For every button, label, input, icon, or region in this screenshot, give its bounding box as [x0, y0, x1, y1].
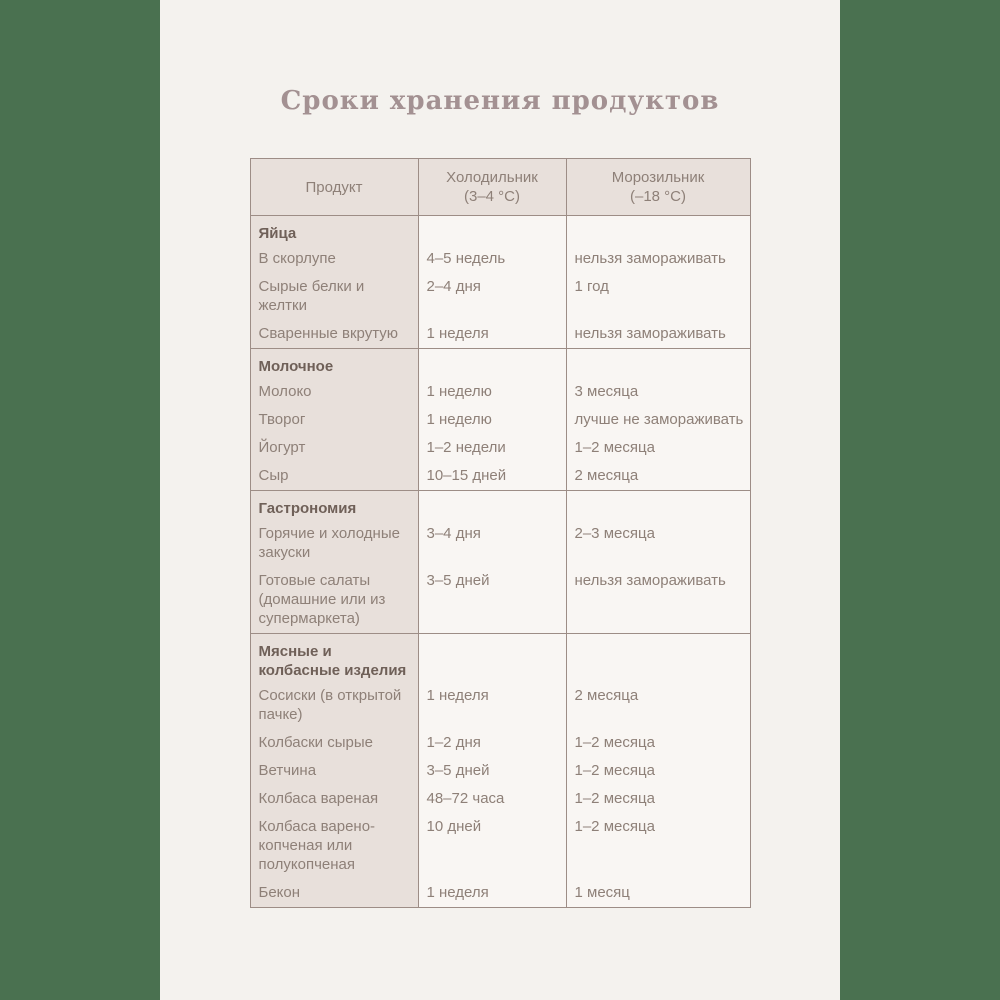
table-row: [250, 378, 750, 406]
fridge-cell: 1 неделя: [418, 682, 566, 729]
section-header-row: [250, 216, 750, 246]
fridge-cell-empty: [418, 634, 566, 683]
fridge-cell: 3–5 дней: [418, 757, 566, 785]
product-cell: Горячие и холодные закуски: [250, 520, 418, 567]
freezer-cell-empty: [566, 216, 750, 246]
table-header: [250, 159, 750, 216]
table-row: [250, 757, 750, 785]
product-cell: Ветчина: [250, 757, 418, 785]
section-header-row: [250, 491, 750, 521]
fridge-cell: 10 дней: [418, 813, 566, 879]
section-header-row: [250, 349, 750, 379]
header-row: [250, 159, 750, 216]
table-row: [250, 406, 750, 434]
freezer-cell: лучше не замораживать: [566, 406, 750, 434]
freezer-cell: 1 месяц: [566, 879, 750, 908]
table-row: [250, 462, 750, 491]
fridge-cell: 48–72 часа: [418, 785, 566, 813]
freezer-cell: 1–2 месяца: [566, 813, 750, 879]
table-body: [250, 216, 750, 908]
freezer-cell: нельзя замораживать: [566, 320, 750, 349]
freezer-cell-empty: [566, 349, 750, 379]
product-cell: Йогурт: [250, 434, 418, 462]
fridge-cell-empty: [418, 491, 566, 521]
table-row: [250, 729, 750, 757]
fridge-cell: 1–2 недели: [418, 434, 566, 462]
product-cell: Сосиски (в открытой пачке): [250, 682, 418, 729]
header-fridge-temp: (3–4 °C): [463, 188, 520, 205]
product-cell: Сыр: [250, 462, 418, 491]
table-row: [250, 434, 750, 462]
section-title-cell: Гастрономия: [250, 491, 418, 521]
table-row: [250, 320, 750, 349]
freezer-cell: нельзя замораживать: [566, 245, 750, 273]
freezer-cell: 1–2 месяца: [566, 785, 750, 813]
page: [160, 0, 840, 1000]
fridge-cell: 2–4 дня: [418, 273, 566, 320]
freezer-cell: 2 месяца: [566, 682, 750, 729]
fridge-cell: 1 неделя: [418, 320, 566, 349]
table-row: [250, 785, 750, 813]
section-title-cell: Мясные и колбасные изделия: [250, 634, 418, 683]
freezer-cell: нельзя замораживать: [566, 567, 750, 634]
freezer-cell: 1–2 месяца: [566, 729, 750, 757]
table-row: [250, 567, 750, 634]
freezer-cell: 2 месяца: [566, 462, 750, 491]
header-freezer-label: Морозильник: [611, 169, 705, 186]
table-row: [250, 520, 750, 567]
product-cell: Молоко: [250, 378, 418, 406]
product-cell: Колбаса вареная: [250, 785, 418, 813]
freezer-cell: 1–2 месяца: [566, 757, 750, 785]
section-title-cell: Молочное: [250, 349, 418, 379]
product-cell: Бекон: [250, 879, 418, 908]
page-title: Сроки хранения продуктов: [280, 86, 720, 116]
product-cell: Колбаски сырые: [250, 729, 418, 757]
table-row: [250, 879, 750, 908]
product-cell: Готовые салаты (домашние или из супермаркета): [250, 567, 418, 634]
table-row: [250, 682, 750, 729]
header-freezer-temp: (–18 °C): [629, 188, 686, 205]
product-cell: Колбаса варено-копченая или полукопченая: [250, 813, 418, 879]
fridge-cell: 10–15 дней: [418, 462, 566, 491]
header-cell-freezer: [566, 159, 750, 216]
storage-table: [250, 158, 751, 908]
fridge-cell: 1 неделю: [418, 406, 566, 434]
fridge-cell-empty: [418, 216, 566, 246]
freezer-cell-empty: [566, 634, 750, 683]
table-row: [250, 273, 750, 320]
freezer-cell: 3 месяца: [566, 378, 750, 406]
fridge-cell: 1 неделю: [418, 378, 566, 406]
product-cell: В скорлупе: [250, 245, 418, 273]
fridge-cell: 1–2 дня: [418, 729, 566, 757]
freezer-cell-empty: [566, 491, 750, 521]
table-row: [250, 813, 750, 879]
fridge-cell: 1 неделя: [418, 879, 566, 908]
section-title-cell: Яйца: [250, 216, 418, 246]
header-product-label: Продукт: [305, 178, 363, 196]
fridge-cell: 4–5 недель: [418, 245, 566, 273]
fridge-cell: 3–5 дней: [418, 567, 566, 634]
section-header-row: [250, 634, 750, 683]
product-cell: Сваренные вкрутую: [250, 320, 418, 349]
fridge-cell: 3–4 дня: [418, 520, 566, 567]
header-cell-fridge: [418, 159, 566, 216]
header-fridge-label: Холодильник: [446, 169, 538, 186]
product-cell: Творог: [250, 406, 418, 434]
header-cell-product: [250, 159, 418, 216]
freezer-cell: 2–3 месяца: [566, 520, 750, 567]
product-cell: Сырые белки и желтки: [250, 273, 418, 320]
freezer-cell: 1–2 месяца: [566, 434, 750, 462]
table-row: [250, 245, 750, 273]
freezer-cell: 1 год: [566, 273, 750, 320]
fridge-cell-empty: [418, 349, 566, 379]
